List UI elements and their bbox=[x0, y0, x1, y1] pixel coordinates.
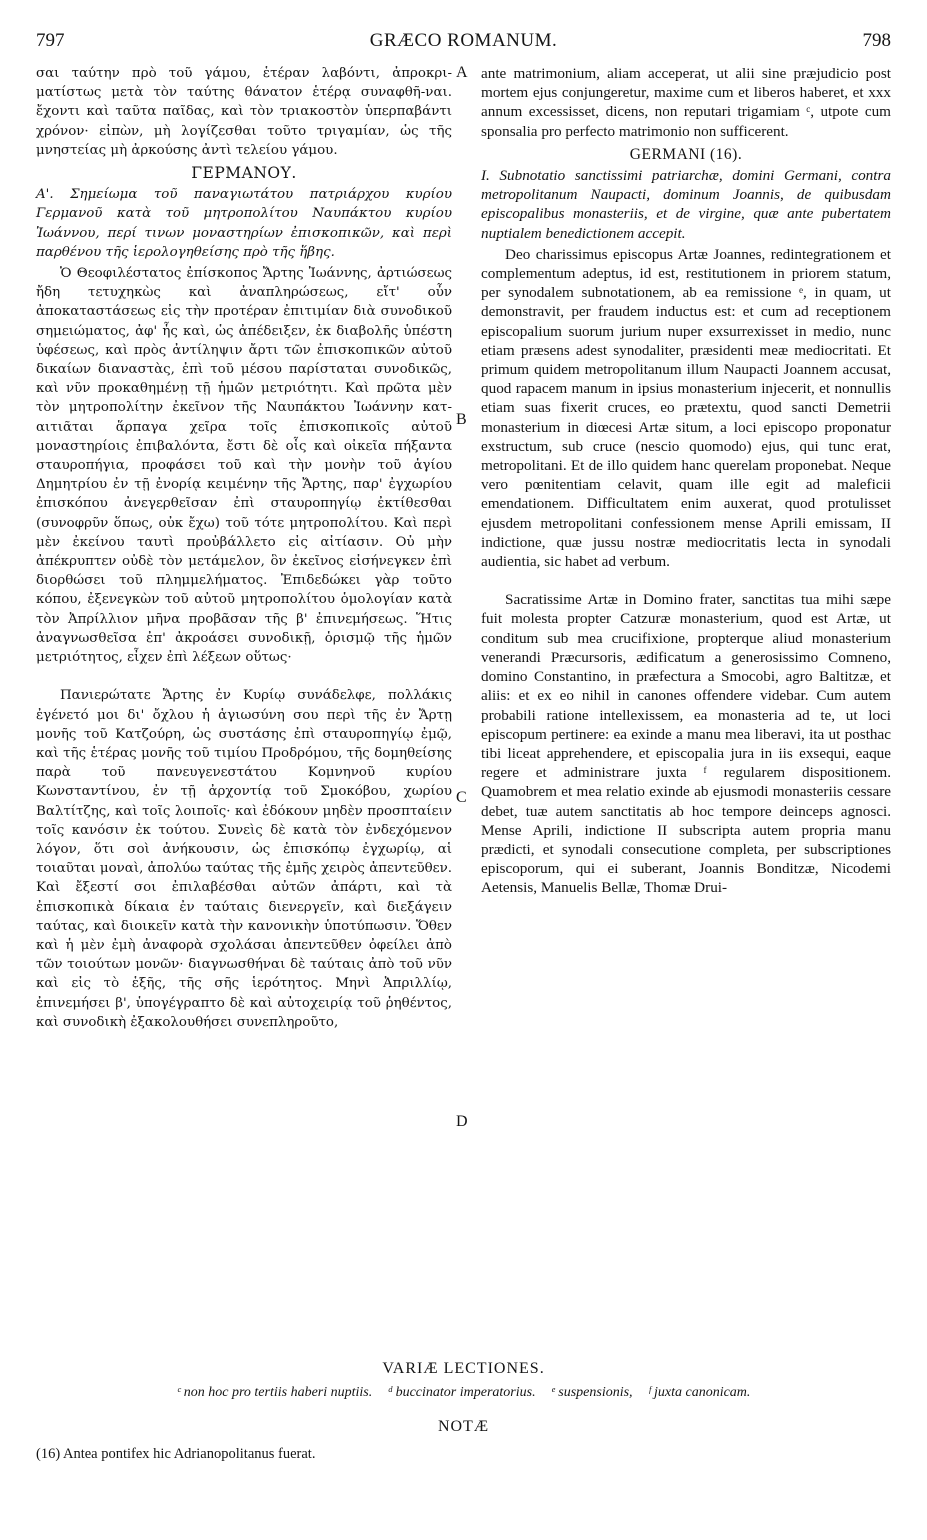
variae-lectiones-heading: VARIÆ LECTIONES. bbox=[382, 1360, 545, 1377]
variae-lectiones-list bbox=[36, 1385, 891, 1401]
left-page-number: 797 bbox=[36, 30, 65, 51]
margin-letter-b: B bbox=[456, 411, 467, 428]
variant-reading: ᵈ buccinator imperatorius. bbox=[387, 1385, 536, 1400]
margin-letter-d: D bbox=[456, 1113, 468, 1130]
latin-paragraph-1: Deo charissimus episcopus Artæ Joannes, redintegrationem et complementum adeptus, id est, restitutionem in priorem statum, per synodalem subnotationem, ab ea remissione ᵉ, in quam, ut demonstravit, per fraudem inductus est: et cum ad receptionem episcopalium suorum jurium nuper exsurrexisset in medio, nunc etiam præsens adest synodaliter, præsidenti meæ mediocritati. Et primum quidem metropolitanum illum Naupacti Joannem accusat, quod rapacem manum in ipsius monasterium injecerit, et nonnullis etiam suas fixerit cruces, eo prætextu, quod sancti Demetrii monasterium in diœcesi Artæ situm, a loci episcopo proponatur exstructum, sub cruce (nescio quomodo) ejus, qui tunc erat, metropolitani. Et de illo quidem hanc querelam proponebat. Neque vero pœnitentiam celavit, quam ille egit ad maleficii emendationem. Difficultatem enim auxerat, quod protulisset ejusdem metropolitani confessionem mense Aprili emissam, II indictione, quæ jussu nostræ mediocritatis lecta in synodali audientia, sic habet ad verbum. bbox=[481, 245, 891, 571]
latin-section-title: GERMANI (16). bbox=[629, 145, 743, 163]
paragraph-spacer bbox=[36, 667, 452, 686]
greek-paragraph-2: Πανιερώτατε Ἄρτης ἐν Κυρίῳ συνάδελφε, πολλάκις ἐγένετό μοι δι' ὄχλου ἡ ἁγιωσύνη σου περὶ τῆς ἐν Ἄρτῃ μονῆς τοῦ Κατζούρη, ὡς συστάσης ἐπὶ σταυροπηγίῳ ἐμῷ, καὶ τῆς ἑτέρας μονῆς τοῦ τιμίου Προδρόμου, τῆς δομηθείσης παρὰ τοῦ πανευγενεστάτου Κομνηνοῦ κυρίου Κωνσταντίνου, ἐν τῇ ἀρχοντίᾳ τοῦ Σμοκόβου, χωρίου Βαλτίτζης, καὶ τοῖς λοιποῖς· καὶ ἐδόκουν μηδὲν προσπταίειν τοῖς κανόσιν ἐκ τούτου. Συνεὶς δὲ κατὰ τὸν ἐνδεχόμενον λόγον, ὅτι σοὶ ἀνήκουσιν, ὡς ἐπισκόπῳ ἐγχωρίῳ, αἱ τοιαῦται μοναὶ, ἀπολύω ταύτας τῆς ἐμῆς χειρὸς ἀπεντεῦθεν. Καὶ ἔξεστί σοι ἐπιλαβέσθαι αὐτῶν ἀπάρτι, καὶ τὰ ἐπισκοπικὰ δίκαια ἐν ταύταις διενεργεῖν, καὶ διεξάγειν ταύτας, καὶ διοικεῖν κατὰ τὴν κανονικὴν ὑποτύπωσιν. Ὅθεν καὶ ἡ μὲν ἐμὴ ἀναφορὰ σχολάσαι ἀπεντεῦθεν ὀφείλει ἀπὸ τῶν τοιούτων μονῶν· διαγνωσθήναι δὲ ταύταις ἀπὸ τοῦ νῦν καὶ εἰς τὸ ἑξῆς, τῆς σῆς ἱερότητος. Μηνὶ Ἀπριλλίῳ, ἐπινεμήσει β', ὑπογέγραπτο δὲ καὶ αὐτοχειρίᾳ τοῦ ῥηθέντος, καὶ συνοδικὴ ἐξακολουθήσει συνεπληροῦτο, bbox=[36, 688, 452, 1030]
latin-intro: ante matrimonium, aliam acceperat, ut alii sine præjudicio post mortem ejus conjungeretur, maxime cum et liberos haberet, et xxx annum excessisset, dicens, non reputari trigamiam ᶜ, utpote cum sponsalia pro perfecto matrimonio non sufficerent. bbox=[481, 65, 891, 140]
greek-paragraph-1: Ὁ Θεοφιλέστατος ἐπίσκοπος Ἄρτης Ἰωάννης, ἀρτιώσεως ἤδη τετυχηκὼς καὶ ἀναπληρώσεως, εἴτ' οὖν ἀποκαταστάσεως εἰς τὴν προτέραν ἐπιτιμίαν διὰ συνοδικοῦ σημειώματος, ἀφ' ἧς καὶ, ὡς ἀπέδειξεν, ἐκ διαβολῆς ὑπέστη ὑφέσεως, καὶ πρὸς ἀντίληψιν ἄρτι τῶν ἐπισκοπικῶν αὐτοῦ δικαίων διαναστὰς, ἐπὶ τοῦ μέσου παρίσταται συνοδικῶς, καὶ νῦν προκαθημένῃ τῇ ἡμῶν μετριότητι. Καὶ πρῶτα μὲν τὸν μητροπολίτην ἐκεῖνον τῆς Ναυπάκτου Ἰωάννην κατ-αιτιᾶται ἅρπαγα χεῖρα τοῖς ἐπισκοπικοῖς αὐτοῦ μοναστηρίοις ἐπιβαλόντα, ἔστι δὲ οἷς καὶ οἰκεῖα πήξαντα σταυροπήγια, προφάσει τοῦ καὶ τὴν μονὴν τοῦ ἁγίου Δημητρίου ἐν τῇ ἐνορίᾳ κειμένην τῆς Ἄρτης, παρ' ἐγχωρίου ἐπισκόπου ἀνεγερθεῖσαν ἐπὶ σταυροπηγίῳ ἐκτίθεσθαι (συνοφρῦν ὅπως, οὐκ ἔχω) τοῦ τότε μητροπολίτου. Καὶ περὶ μὲν ἐκείνου ταυτὶ προὐβάλλετο εἰς αἰτίασιν. Οὐ μὴν ἀπέκρυπτεν οὐδὲ τὸν μετάμελον, ὃν ἐκεῖνος εἰσήνεγκεν ἐπὶ διορθώσει τοῦ πλημμελήματος. Ἐπιδεδώκει γὰρ τοῦτο κόπου, ἐξενεγκὼν τοῦ αὐτοῦ μητροπολίτου ὁμολογίαν κατὰ τὸν Ἀπρίλλιον μῆνα προβᾶσαν τῆς β' ἐπινεμήσεως. Ἥτις ἀναγνωσθεῖσα ἐπ' ἀκροάσει συνοδικῇ, ὁρισμῷ τῆς ἡμῶν μετριότητος, εἶχεν ἐπὶ λέξεων οὕτως· bbox=[36, 266, 452, 666]
greek-section-title: ΓΕΡΜΑΝΟΥ. bbox=[191, 164, 297, 183]
greek-column bbox=[36, 64, 452, 1032]
variant-reading: ᶠ juxta canonicam. bbox=[648, 1385, 751, 1400]
greek-intro: σαι ταύτην πρὸ τοῦ γάμου, ἑτέραν λαβόντι, ἀπροκρι-ματίστως μετὰ τὸν ταύτης θάνατον ἑτέρᾳ συναφθῆ-ναι. ἔχοντι καὶ ταῦτα παῖδας, καὶ τὸν τριακοστὸν ὑπερπαβάντι χρόνον· εἰπὼν, μὴ λογίζεσθαι τοῦτο τριγαμίαν, ὡς τῆς μνηστείας μὴ ἀρκούσης ἀντὶ τελείου γάμου. bbox=[36, 66, 452, 158]
greek-summary: Α'. Σημείωμα τοῦ παναγιωτάτου πατριάρχου κυρίου Γερμανοῦ κατὰ τοῦ μητροπολίτου Ναυπάκτου κυρίου Ἰωάννου, περί τινων μοναστηρίων ἐπισκοπικῶν, καὶ περὶ παρθένου τῆς ἱερολογηθείσης πρὸ τῆς ἥβης. bbox=[36, 187, 452, 260]
latin-summary: I. Subnotatio sanctissimi patriarchæ, domini Germani, contra metropolitanum Naupacti, dominum Joannis, de quibusdam episcopalibus monasteriis, et de virgine, quæ ante pubertatem nuptialem benedictionem accepit. bbox=[481, 167, 891, 242]
margin-letter-a: A bbox=[456, 64, 468, 81]
latin-paragraph-2: Sacratissime Artæ in Domino frater, sanctitas tua mihi sæpe fuit molesta propter Catzuræ monasterium, quod est Artæ, ut conditum sub mea crucifixione, propterque aliud monasterium venerandi Præcursoris, ædificatum a generosissimo Comneno, domino Constantino, in præfectura a Smocobi, agro Baltitzæ, et aliis: et ex eo nihil in canones offendere videbar. Cum autem probabili ratione intellexissem, ea monasteria ad te, ut loci episcopum pertinere: ea exinde a manu mea liberavi, ita ut posthac tibi liceat apprehendere, et episcopalia jura in iis exsequi, eaque regere et administrare juxta ᶠ regularem dispositionem. Quamobrem et mea relatio exinde ab ejusmodi monasteriis cessare debet, tuæ autem sanctitatis ab hoc tempore deinceps agnosci. Mense Aprili, indictione II subscripta autem propria manu prædicti, et synodali consecutione completa, per subscriptiones episcoporum, qui ei suberant, Joannis Bonditzæ, Nicodemi Aetensis, Manuelis Bellæ, Thomæ Drui- bbox=[481, 591, 891, 897]
paragraph-spacer bbox=[481, 571, 891, 590]
margin-letter-c: C bbox=[456, 789, 467, 806]
footnote-16: (16) Antea pontifex hic Adrianopolitanus fuerat. bbox=[36, 1446, 316, 1462]
latin-column bbox=[481, 64, 891, 898]
right-page-number: 798 bbox=[862, 30, 891, 51]
running-title: GRÆCO ROMANUM. bbox=[369, 30, 558, 51]
variant-reading: ᵉ suspensionis, bbox=[551, 1385, 633, 1400]
notae-heading: NOTÆ bbox=[437, 1418, 490, 1435]
variant-reading: ᶜ non hoc pro tertiis haberi nuptiis. bbox=[176, 1385, 373, 1400]
